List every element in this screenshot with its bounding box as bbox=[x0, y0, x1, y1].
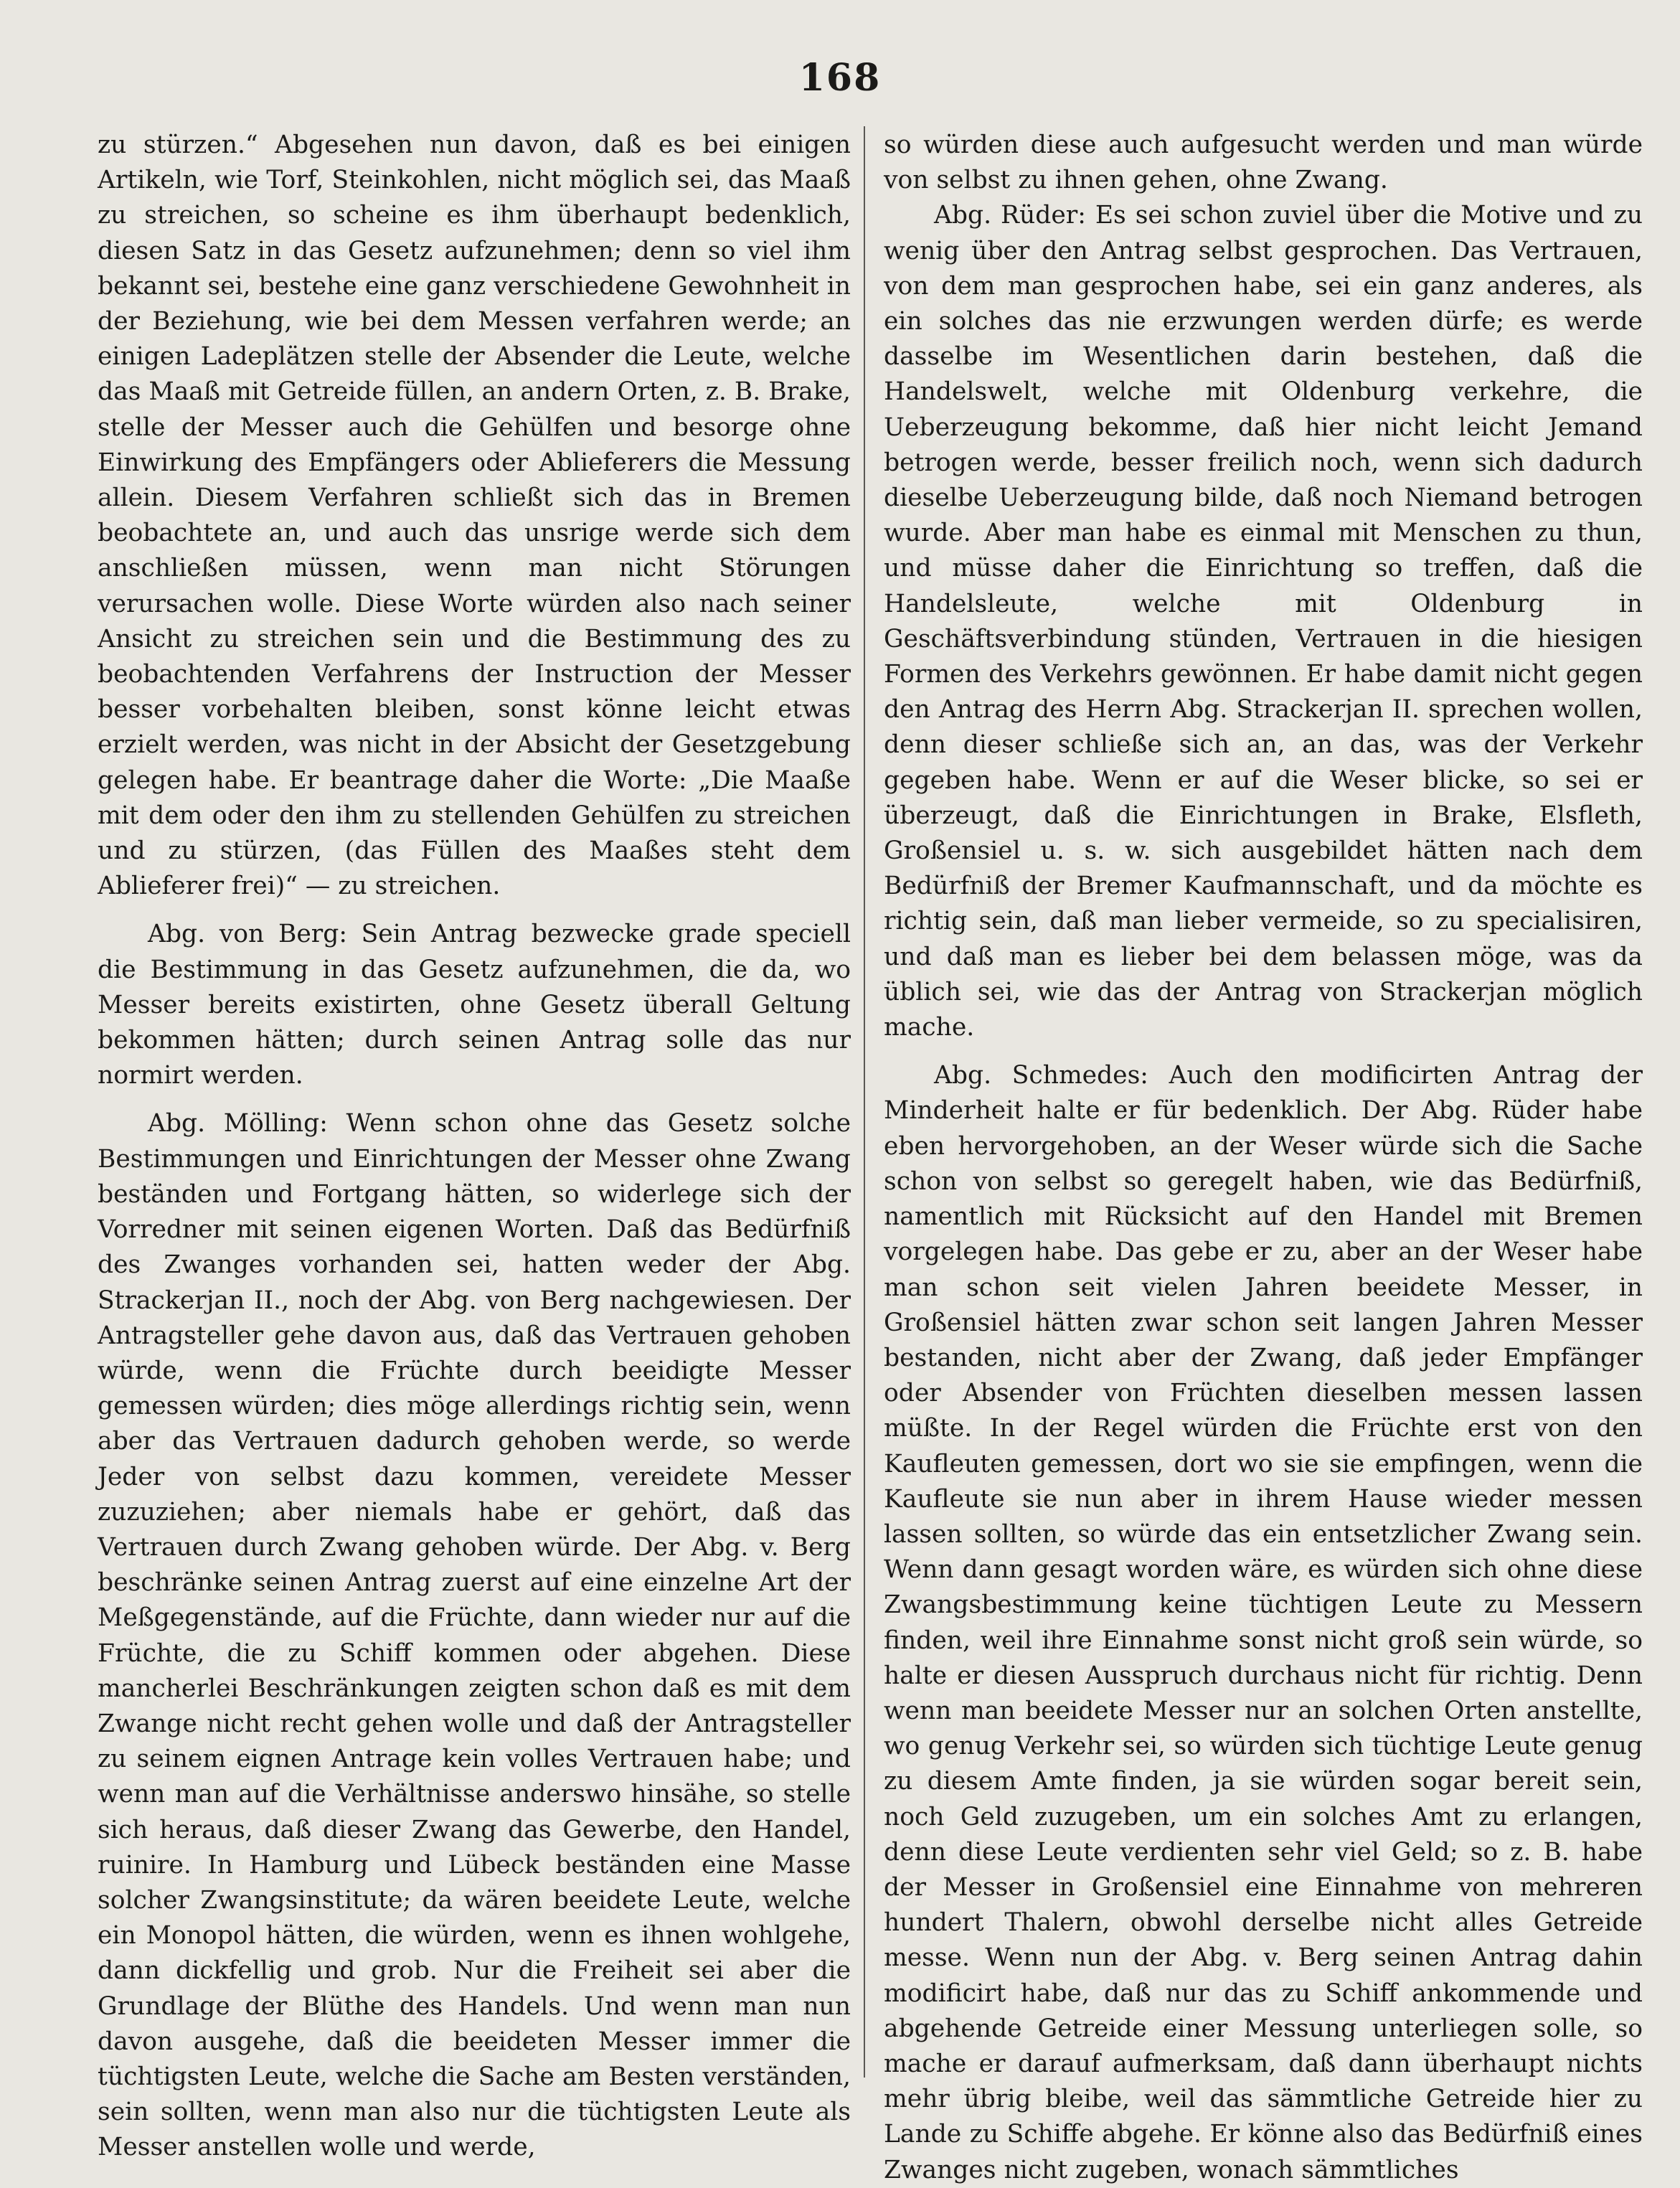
paragraph-right-3: Abg. Schmedes: Auch den modificirten Antrag der Minderheit halte er für bedenklich. Der Abg. Rüder habe eben hervorgehoben, an der Weser würde sich die Sache schon von selbst so geregelt haben, wie das Bedürfniß, namentlich mit Rücksicht auf den Handel mit Bremen vorgelegen habe. Das gebe er zu, aber an der Weser habe man schon seit vielen Jahren beeidete Messer, in Großensiel hätten zwar schon seit langen Jahren Messer bestanden, nicht aber der Zwang, daß jeder Empfänger oder Absender von Früchten dieselben messen lassen müßte. In der Regel würden die Früchte erst von den Kaufleuten gemessen, dort wo sie sie empfingen, wenn die Kaufleute sie nun aber in ihrem Hause wieder messen lassen sollten, so würde das ein entsetzlicher Zwang sein. Wenn dann gesagt worden wäre, es würden sich ohne diese Zwangsbestimmung keine tüchtigen Leute zu Messern finden, weil ihre Einnahme sonst nicht groß sein würde, so halte er diesen Ausspruch durchaus nicht für richtig. Denn wenn man beeidete Messer nur an solchen Orten anstellte, wo genug Verkehr sei, so würden sich tüchtige Leute genug zu diesem Amte finden, ja sie würden sogar bereit sein, noch Geld zuzugeben, um ein solches Amt zu erlangen, denn diese Leute verdienten sehr viel Geld; so z. B. habe der Messer in Großensiel eine Einnahme von mehreren hundert Thalern, obwohl derselbe nicht alles Getreide messe. Wenn nun der Abg. v. Berg seinen Antrag dahin modificirt habe, daß nur das zu Schiff ankommende und abgehende Getreide einer Messung unterliegen solle, so mache er darauf aufmerksam, daß dann überhaupt nichts mehr übrig bleibe, weil das sämmtliche Getreide hier zu Lande zu Schiffe abgehe. Er könne also das Bedürfniß eines Zwanges nicht zugeben, wonach sämmtliches bbox=[884, 1061, 1643, 2184]
column-divider bbox=[864, 126, 865, 2078]
paragraph-right-1: so würden diese auch aufgesucht werden und man würde von selbst zu ihnen gehen, ohne Zwang. bbox=[884, 131, 1643, 195]
paragraph-left-3: Abg. Mölling: Wenn schon ohne das Gesetz solche Bestimmungen und Einrichtungen der Messer ohne Zwang beständen und Fortgang hätten, so widerlege sich der Vorredner mit seinen eigenen Worten. Daß das Bedürfniß des Zwanges vorhanden sei, hatten weder der Abg. Strackerjan II., noch der Abg. von Berg nachgewiesen. Der Antragsteller gehe davon aus, daß das Vertrauen gehoben würde, wenn die Früchte durch beeidigte Messer gemessen würden; dies möge allerdings richtig sein, wenn aber das Vertrauen dadurch gehoben werde, so werde Jeder von selbst dazu kommen, vereidete Messer zuzuziehen; aber niemals habe er gehört, daß das Vertrauen durch Zwang gehoben würde. Der Abg. v. Berg beschränke seinen Antrag zuerst auf eine einzelne Art der Meßgegenstände, auf die Früchte, dann wieder nur auf die Früchte, die zu Schiff kommen oder abgehen. Diese mancherlei Beschränkungen zeigten schon daß es mit dem Zwange nicht recht gehen wolle und daß der Antragsteller zu seinem eignen Antrage kein volles Vertrauen habe; und wenn man auf die Verhältnisse anderswo hinsähe, so stelle sich heraus, daß dieser Zwang das Gewerbe, den Handel, ruinire. In Hamburg und Lübeck beständen eine Masse solcher Zwangsinstitute; da wären beeidete Leute, welche ein Monopol hätten, die würden, wenn es ihnen wohlgehe, dann dickfellig und grob. Nur die Freiheit sei aber die Grundlage der Blüthe des Handels. Und wenn man nun davon ausgehe, daß die beeideten Messer immer die tüchtigsten Leute, welche die Sache am Besten verständen, sein sollten, wenn man also nur die tüchtigsten Leute als Messer anstellen wolle und werde, bbox=[98, 1109, 851, 2162]
paragraph-left-2: Abg. von Berg: Sein Antrag bezwecke grade speciell die Bestimmung in das Gesetz aufzunehmen, die da, wo Messer bereits existirten, ohne Gesetz überall Geltung bekommen hätten; durch seinen Antrag solle das nur normirt werden. bbox=[98, 920, 851, 1090]
paragraph-right-2: Abg. Rüder: Es sei schon zuviel über die Motive und zu wenig über den Antrag selbst gesprochen. Das Vertrauen, von dem man gesprochen habe, sei ein ganz anderes, als ein solches das nie erzwungen werden dürfe; es werde dasselbe im Wesentlichen darin bestehen, daß die Handelswelt, welche mit Oldenburg verkehre, die Ueberzeugung bekomme, daß hier nicht leicht Jemand betrogen werde, besser freilich noch, wenn sich dadurch dieselbe Ueberzeugung bilde, daß noch Niemand betrogen wurde. Aber man habe es einmal mit Menschen zu thun, und müsse daher die Einrichtung so treffen, daß die Handelsleute, welche mit Oldenburg in Geschäftsverbindung stünden, Vertrauen in die hiesigen Formen des Verkehrs gewönnen. Er habe damit nicht gegen den Antrag des Herrn Abg. Strackerjan II. sprechen wollen, denn dieser schließe sich an, an das, was der Verkehr gegeben habe. Wenn er auf die Weser blicke, so sei er überzeugt, daß die Einrichtungen in Brake, Elsfleth, Großensiel u. s. w. sich ausgebildet hätten nach dem Bedürfniß der Bremer Kaufmannschaft, und da möchte es richtig sein, daß man lieber vermeide, so zu specialisiren, und daß man es lieber bei dem belassen möge, was da üblich sei, wie das der Antrag von Strackerjan möglich mache. bbox=[884, 201, 1643, 1042]
paragraph-left-1: zu stürzen.“ Abgesehen nun davon, daß es bei einigen Artikeln, wie Torf, Steinkohlen, nicht möglich sei, das Maaß zu streichen, so scheine es ihm überhaupt bedenklich, diesen Satz in das Gesetz aufzunehmen; denn so viel ihm bekannt sei, bestehe eine ganz verschiedene Gewohnheit in der Beziehung, wie bei dem Messen verfahren werde; an einigen Ladeplätzen stelle der Absender die Leute, welche das Maaß mit Getreide füllen, an andern Orten, z. B. Brake, stelle der Messer auch die Gehülfen und besorge ohne Einwirkung des Empfängers oder Ablieferers die Messung allein. Diesem Verfahren schließt sich das in Bremen beobachtete an, und auch das unsrige werde sich dem anschließen müssen, wenn man nicht Störungen verursachen wolle. Diese Worte würden also nach seiner Ansicht zu streichen sein und die Bestimmung des zu beobachtenden Verfahrens der Instruction der Messer besser vorbehalten bleiben, sonst könne leicht etwas erzielt werden, was nicht in der Absicht der Gesetzgebung gelegen habe. Er beantrage daher die Worte: „Die Maaße mit dem oder den ihm zu stellenden Gehülfen zu streichen und zu stürzen, (das Füllen des Maaßes steht dem Ablieferer frei)“ — zu streichen. bbox=[98, 131, 851, 901]
right-column bbox=[884, 128, 1643, 2188]
left-column bbox=[98, 128, 851, 2166]
page-number: 168 bbox=[798, 56, 882, 100]
